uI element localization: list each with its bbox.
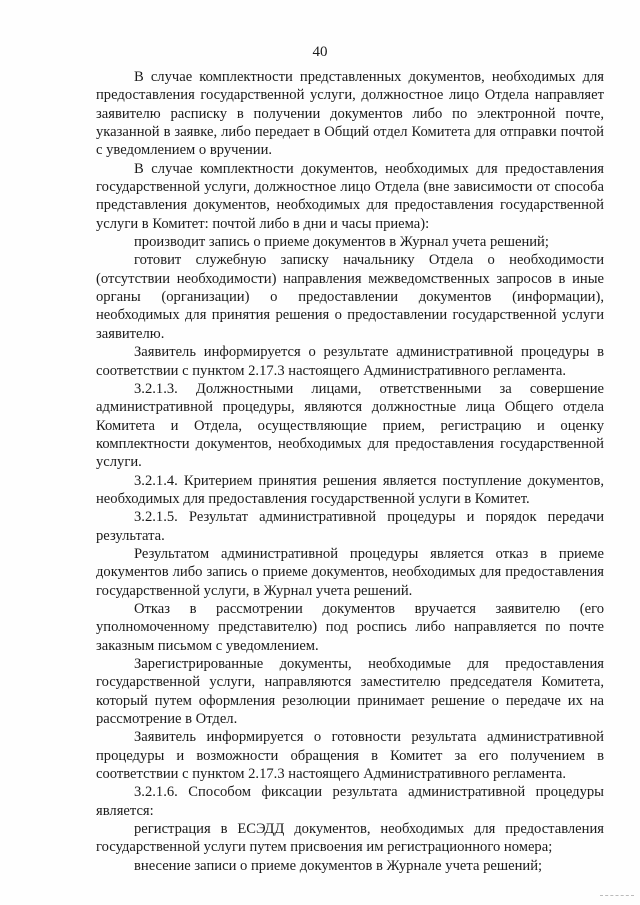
- paragraph: Результатом административной процедуры является отказ в приеме документов либо запись о приеме документов, необходимых для предоставления государственной услуги, в Журнал учета решений.: [96, 545, 604, 599]
- paragraph: 3.2.1.3. Должностными лицами, ответственными за совершение административной процедуры, являются должностные лица Общего отдела Комитета и Отдела, осуществляющие прием, регистрацию и оценку комплектности документов, необходимых для предоставления государственной услуги.: [96, 380, 604, 471]
- paragraph: 3.2.1.6. Способом фиксации результата административной процедуры является:: [96, 784, 604, 819]
- paragraph: 3.2.1.4. Критерием принятия решения является поступление документов, необходимых для предоставления государственной услуги в Комитет.: [96, 472, 604, 507]
- paragraph: внесение записи о приеме документов в Журнале учета решений;: [134, 857, 543, 874]
- paragraph: Заявитель информируется о результате административной процедуры в соответствии с пунктом 2.17.3 настоящего Административного регламента.: [96, 344, 604, 379]
- paragraph: 3.2.1.5. Результат административной процедуры и порядок передачи результата.: [96, 509, 604, 544]
- paragraph: производит запись о приеме документов в Журнал учета решений;: [134, 234, 549, 251]
- document-body: [96, 68, 604, 875]
- scan-artifact-line: [600, 895, 634, 897]
- paragraph: В случае комплектности представленных документов, необходимых для предоставления государственной услуги, должностное лицо Отдела направляет заявителю расписку в получении документов либо по электронной почте, указанной в заявке, либо передает в Общий отдел Комитета для отправки почтой с уведомлением о вручении.: [96, 69, 604, 159]
- paragraph: Заявитель информируется о готовности результата административной процедуры и возможности обращения в Комитет за его получением в соответствии с пунктом 2.17.3 настоящего Административного регламента.: [96, 729, 604, 783]
- paragraph: готовит служебную записку начальнику Отдела о необходимости (отсутствии необходимости) направления межведомственных запросов в иные органы (организации) о предоставлении документов (информации), необходимых для принятия решения о предоставлении государственной услуги заявителю.: [96, 252, 604, 342]
- paragraph: В случае комплектности документов, необходимых для предоставления государственной услуги, должностное лицо Отдела (вне зависимости от способа представления документов, необходимых для предоставления государственной услуги в Комитет: почтой либо в дни и часы приема):: [96, 160, 604, 232]
- paragraph: Зарегистрированные документы, необходимые для предоставления государственной услуги, направляются заместителю председателя Комитета, который путем оформления резолюции принимает решение о передаче их на рассмотрение в Отдел.: [96, 656, 604, 728]
- paragraph: Отказ в рассмотрении документов вручается заявителю (его уполномоченному представителю) под роспись либо направляется по почте заказным письмом с уведомлением.: [96, 600, 604, 654]
- page-number: 40: [312, 44, 328, 60]
- paragraph: регистрация в ЕСЭДД документов, необходимых для предоставления государственной услуги путем присвоения им регистрационного номера;: [96, 821, 604, 856]
